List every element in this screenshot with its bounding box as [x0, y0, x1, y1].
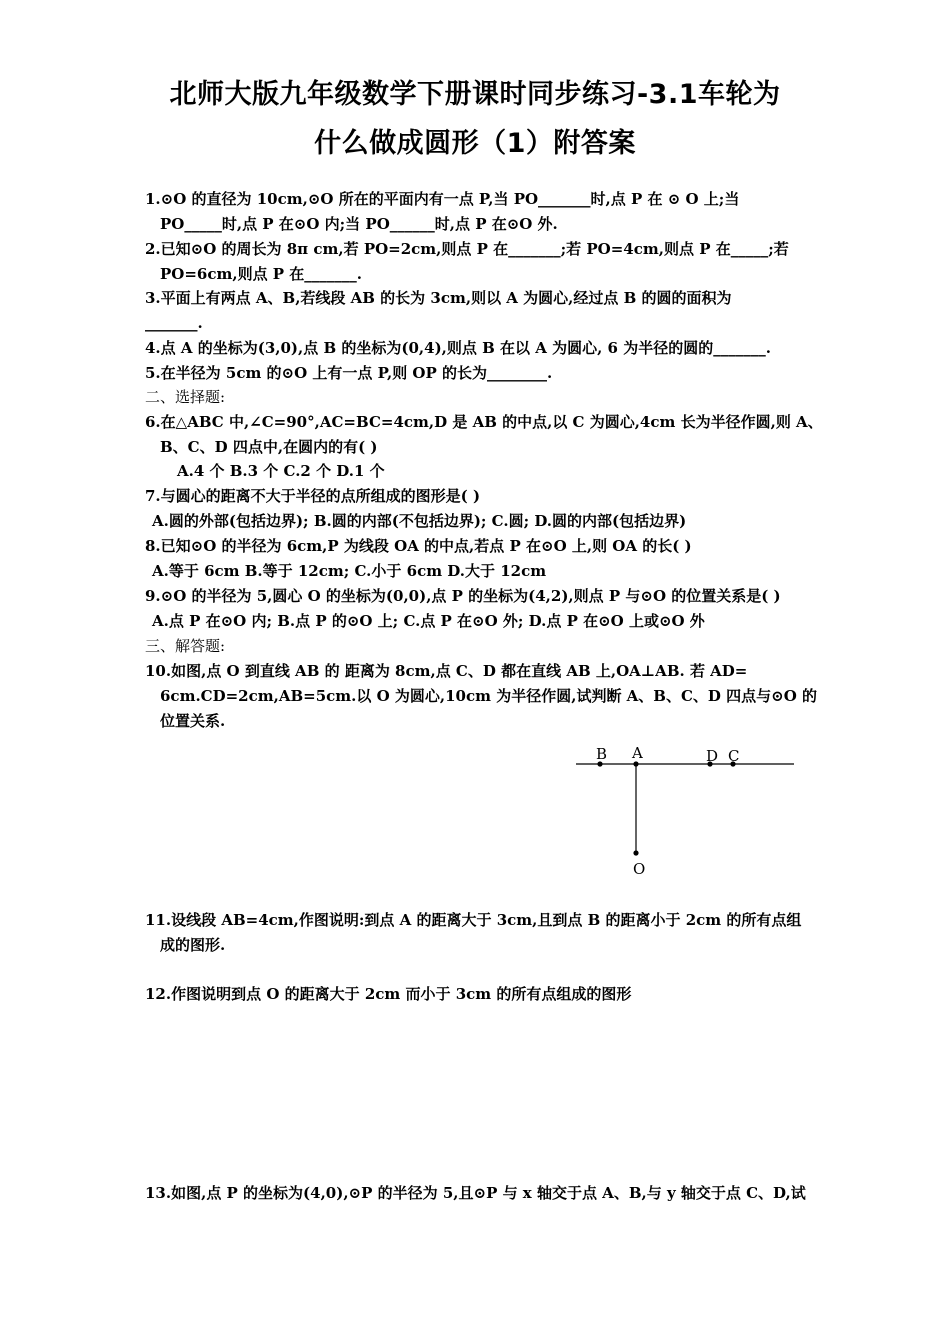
q10-line-3: 位置关系.: [160, 712, 226, 730]
section-answer-heading: 三、解答题:: [145, 637, 226, 655]
q10-line-1: 10.如图,点 O 到直线 AB 的 距离为 8cm,点 C、D 都在直线 AB 上,OA⊥AB. 若 AD=: [145, 662, 748, 680]
q2-line-2: PO=6cm,则点 P 在_______.: [160, 265, 363, 283]
q8-line: 8.已知⊙O 的半径为 6cm,P 为线段 OA 的中点,若点 P 在⊙O 上,则 OA 的长( ): [145, 537, 692, 555]
q11-line-2: 成的图形.: [160, 936, 226, 954]
q3-line-1: 3.平面上有两点 A、B,若线段 AB 的长为 3cm,则以 A 为圆心,经过点 B 的圆的面积为: [145, 289, 732, 307]
q7-line: 7.与圆心的距离不大于半径的点所组成的图形是( ): [145, 487, 481, 505]
q1-line-1: 1.⊙O 的直径为 10cm,⊙O 所在的平面内有一点 P,当 PO_______时,点 P 在 ⊙ O 上;当: [145, 190, 740, 208]
label-d: D: [706, 747, 719, 765]
label-o: O: [633, 860, 646, 878]
q13-line: 13.如图,点 P 的坐标为(4,0),⊙P 的半径为 5,且⊙P 与 x 轴交于点 A、B,与 y 轴交于点 C、D,试: [145, 1184, 806, 1202]
title-line-1: 北师大版九年级数学下册课时同步练习-3.1车轮为: [169, 79, 781, 110]
q3-line-2: _______.: [145, 314, 203, 332]
label-a: A: [632, 744, 643, 762]
q6-options: A.4 个 B.3 个 C.2 个 D.1 个: [177, 462, 385, 480]
q9-options: A.点 P 在⊙O 内; B.点 P 的⊙O 上; C.点 P 在⊙O 外; D.点 P 在⊙O 上或⊙O 外: [152, 612, 705, 630]
label-b: B: [596, 745, 608, 763]
q11-line-1: 11.设线段 AB=4cm,作图说明:到点 A 的距离大于 3cm,且到点 B 的距离小于 2cm 的所有点组: [145, 911, 802, 929]
q10-figure: [570, 740, 800, 885]
q4-line: 4.点 A 的坐标为(3,0),点 B 的坐标为(0,4),则点 B 在以 A 为圆心, 6 为半径的圆的_______.: [145, 339, 771, 357]
q5-line: 5.在半径为 5cm 的⊙O 上有一点 P,则 OP 的长为________.: [145, 364, 553, 382]
q6-line-1: 6.在△ABC 中,∠C=90°,AC=BC=4cm,D 是 AB 的中点,以 C 为圆心,4cm 长为半径作圆,则 A、: [145, 413, 823, 431]
label-c: C: [728, 747, 740, 765]
q12-line: 12.作图说明到点 O 的距离大于 2cm 而小于 3cm 的所有点组成的图形: [145, 985, 632, 1003]
q9-line: 9.⊙O 的半径为 5,圆心 O 的坐标为(0,0),点 P 的坐标为(4,2),则点 P 与⊙O 的位置关系是( ): [145, 587, 781, 605]
q10-line-2: 6cm.CD=2cm,AB=5cm.以 O 为圆心,10cm 为半径作圆,试判断 A、B、C、D 四点与⊙O 的: [160, 687, 818, 705]
title-line-2: 什么做成圆形（1）附答案: [314, 128, 636, 159]
q1-line-2: PO_____时,点 P 在⊙O 内;当 PO______时,点 P 在⊙O 外.: [160, 215, 558, 233]
q8-options: A.等于 6cm B.等于 12cm; C.小于 6cm D.大于 12cm: [152, 562, 547, 580]
q2-line-1: 2.已知⊙O 的周长为 8π cm,若 PO=2cm,则点 P 在_______;若 PO=4cm,则点 P 在_____;若: [145, 240, 789, 258]
section-choice-heading: 二、选择题:: [145, 388, 226, 406]
q6-line-2: B、C、D 四点中,在圆内的有( ): [160, 438, 378, 456]
q7-options: A.圆的外部(包括边界); B.圆的内部(不包括边界); C.圆; D.圆的内部(包括边界): [152, 512, 687, 530]
point-o: [633, 850, 638, 855]
point-a: [633, 761, 638, 766]
